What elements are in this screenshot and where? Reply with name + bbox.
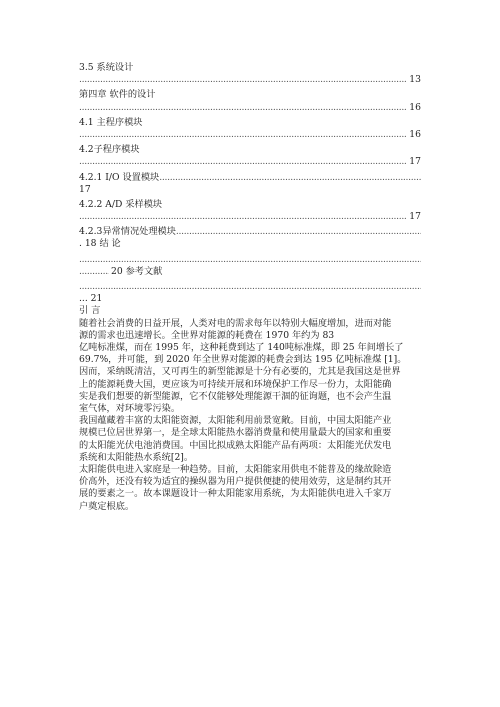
toc-page-number: 16	[409, 128, 421, 140]
paragraph-line: 源的需求也迅速增长。全世界对能源的耗费在 1970 年约为 83	[79, 329, 335, 341]
toc-page-number: 13	[409, 74, 421, 86]
toc-page-number: ... 21	[79, 293, 103, 305]
leader-dots	[79, 211, 407, 223]
toc-entry-title[interactable]: 4.2子程序模块	[79, 144, 140, 156]
toc-leader-line[interactable]	[79, 211, 421, 223]
leader-dots	[79, 156, 407, 168]
paragraph-line: 亿吨标准煤，而在 1995 年，这种耗费到达了 140吨标准煤，即 25 年间增长了	[79, 342, 404, 354]
paragraph	[79, 366, 421, 415]
paragraph-line: 随着社会消费的日益开展，人类对电的需求每年以特别大幅度增加，进而对能	[79, 317, 392, 329]
paragraph-line: 室气体，对环境零污染。	[79, 403, 181, 415]
toc-leader-line[interactable]	[79, 102, 421, 114]
leader-dots	[79, 74, 407, 86]
leader-dots	[79, 266, 109, 278]
paragraph-line: 太阳能供电进入家庭是一种趋势。目前，太阳能家用供电不能普及的缘故除造	[79, 464, 392, 476]
paragraph-line: 实是我们想要的新型能源，它不仅能够处理能源干涸的征询题，也不会产生温	[79, 390, 392, 402]
leader-dots	[79, 254, 421, 266]
toc-leader-line[interactable]	[79, 74, 421, 86]
paragraph	[79, 318, 421, 367]
toc-page-number: 17	[409, 211, 421, 223]
toc-entry-title[interactable]: 4.1 主程序模块	[79, 116, 143, 128]
toc-entry-title[interactable]: 3.5 系统设计	[79, 62, 134, 73]
toc-leader-line[interactable]	[79, 254, 421, 266]
toc-entry-inline[interactable]	[79, 172, 421, 184]
leader-dots	[79, 129, 407, 141]
toc-page-number: 20 参考文献	[111, 265, 163, 277]
paragraph-line: 的太阳能光伏电池消费国。中国比拟成熟太阳能产品有两项：太阳能光伏发电	[79, 439, 392, 451]
paragraph-line: 规模已位居世界第一，是全球太阳能热水器消费量和使用量最大的国家和重要	[79, 427, 392, 439]
leader-dots	[176, 226, 421, 238]
paragraph-line: 69.7%，并可能，到 2020 年全世界对能源的耗费会到达 195 亿吨标准煤 [1]。	[79, 354, 407, 366]
section-heading: 引 言	[79, 305, 101, 317]
document-page	[79, 62, 421, 513]
toc-entry-title[interactable]: 第四章 软件的设计	[79, 89, 156, 101]
leader-dots	[79, 281, 421, 293]
paragraph-line: 系统和太阳能热水系统[2]。	[79, 451, 194, 463]
toc-leader-line[interactable]	[79, 129, 421, 141]
toc-page-number: . 18 结 论	[79, 238, 121, 250]
toc-page-number: 17	[409, 156, 421, 168]
paragraph-line: 户奠定根底。	[79, 500, 135, 512]
toc-entry-title[interactable]: 4.2.2 A/D 采样模块	[79, 198, 163, 210]
paragraph-line: 我国蕴藏着丰富的太阳能资源，太阳能利用前景宽敞。目前，中国太阳能产业	[79, 415, 392, 427]
toc-entry-title: 4.2.1 I/O 设置模块	[79, 171, 160, 183]
toc-entry-title: 4.2.3异常情况处理模块	[79, 226, 176, 238]
paragraph	[79, 415, 421, 464]
toc-entry-inline[interactable]	[79, 226, 421, 238]
leader-dots	[159, 172, 421, 184]
toc-leader-line[interactable]	[79, 156, 421, 168]
toc-leader-line[interactable]	[79, 281, 421, 293]
leader-dots	[79, 102, 407, 114]
toc-page-number: 17	[79, 183, 91, 195]
paragraph-line: 展的要素之一。故本课题设计一种太阳能家用系统，为太阳能供电进入千家万	[79, 488, 392, 500]
paragraph-line: 价高外，还没有较为适宜的操纵器为用户提供便捷的使用效劳，这是制约其开	[79, 476, 392, 488]
toc-leader-line[interactable]	[79, 266, 421, 278]
toc-page-number: 16	[409, 101, 421, 113]
paragraph-line: 因而，采纳既清洁，又可再生的新型能源是十分有必要的，尤其是我国这是世界	[79, 366, 401, 378]
paragraph	[79, 464, 421, 513]
paragraph-line: 上的能源耗费大国，更应该为可持续开展和环境保护工作尽一份力，太阳能确	[79, 378, 392, 390]
